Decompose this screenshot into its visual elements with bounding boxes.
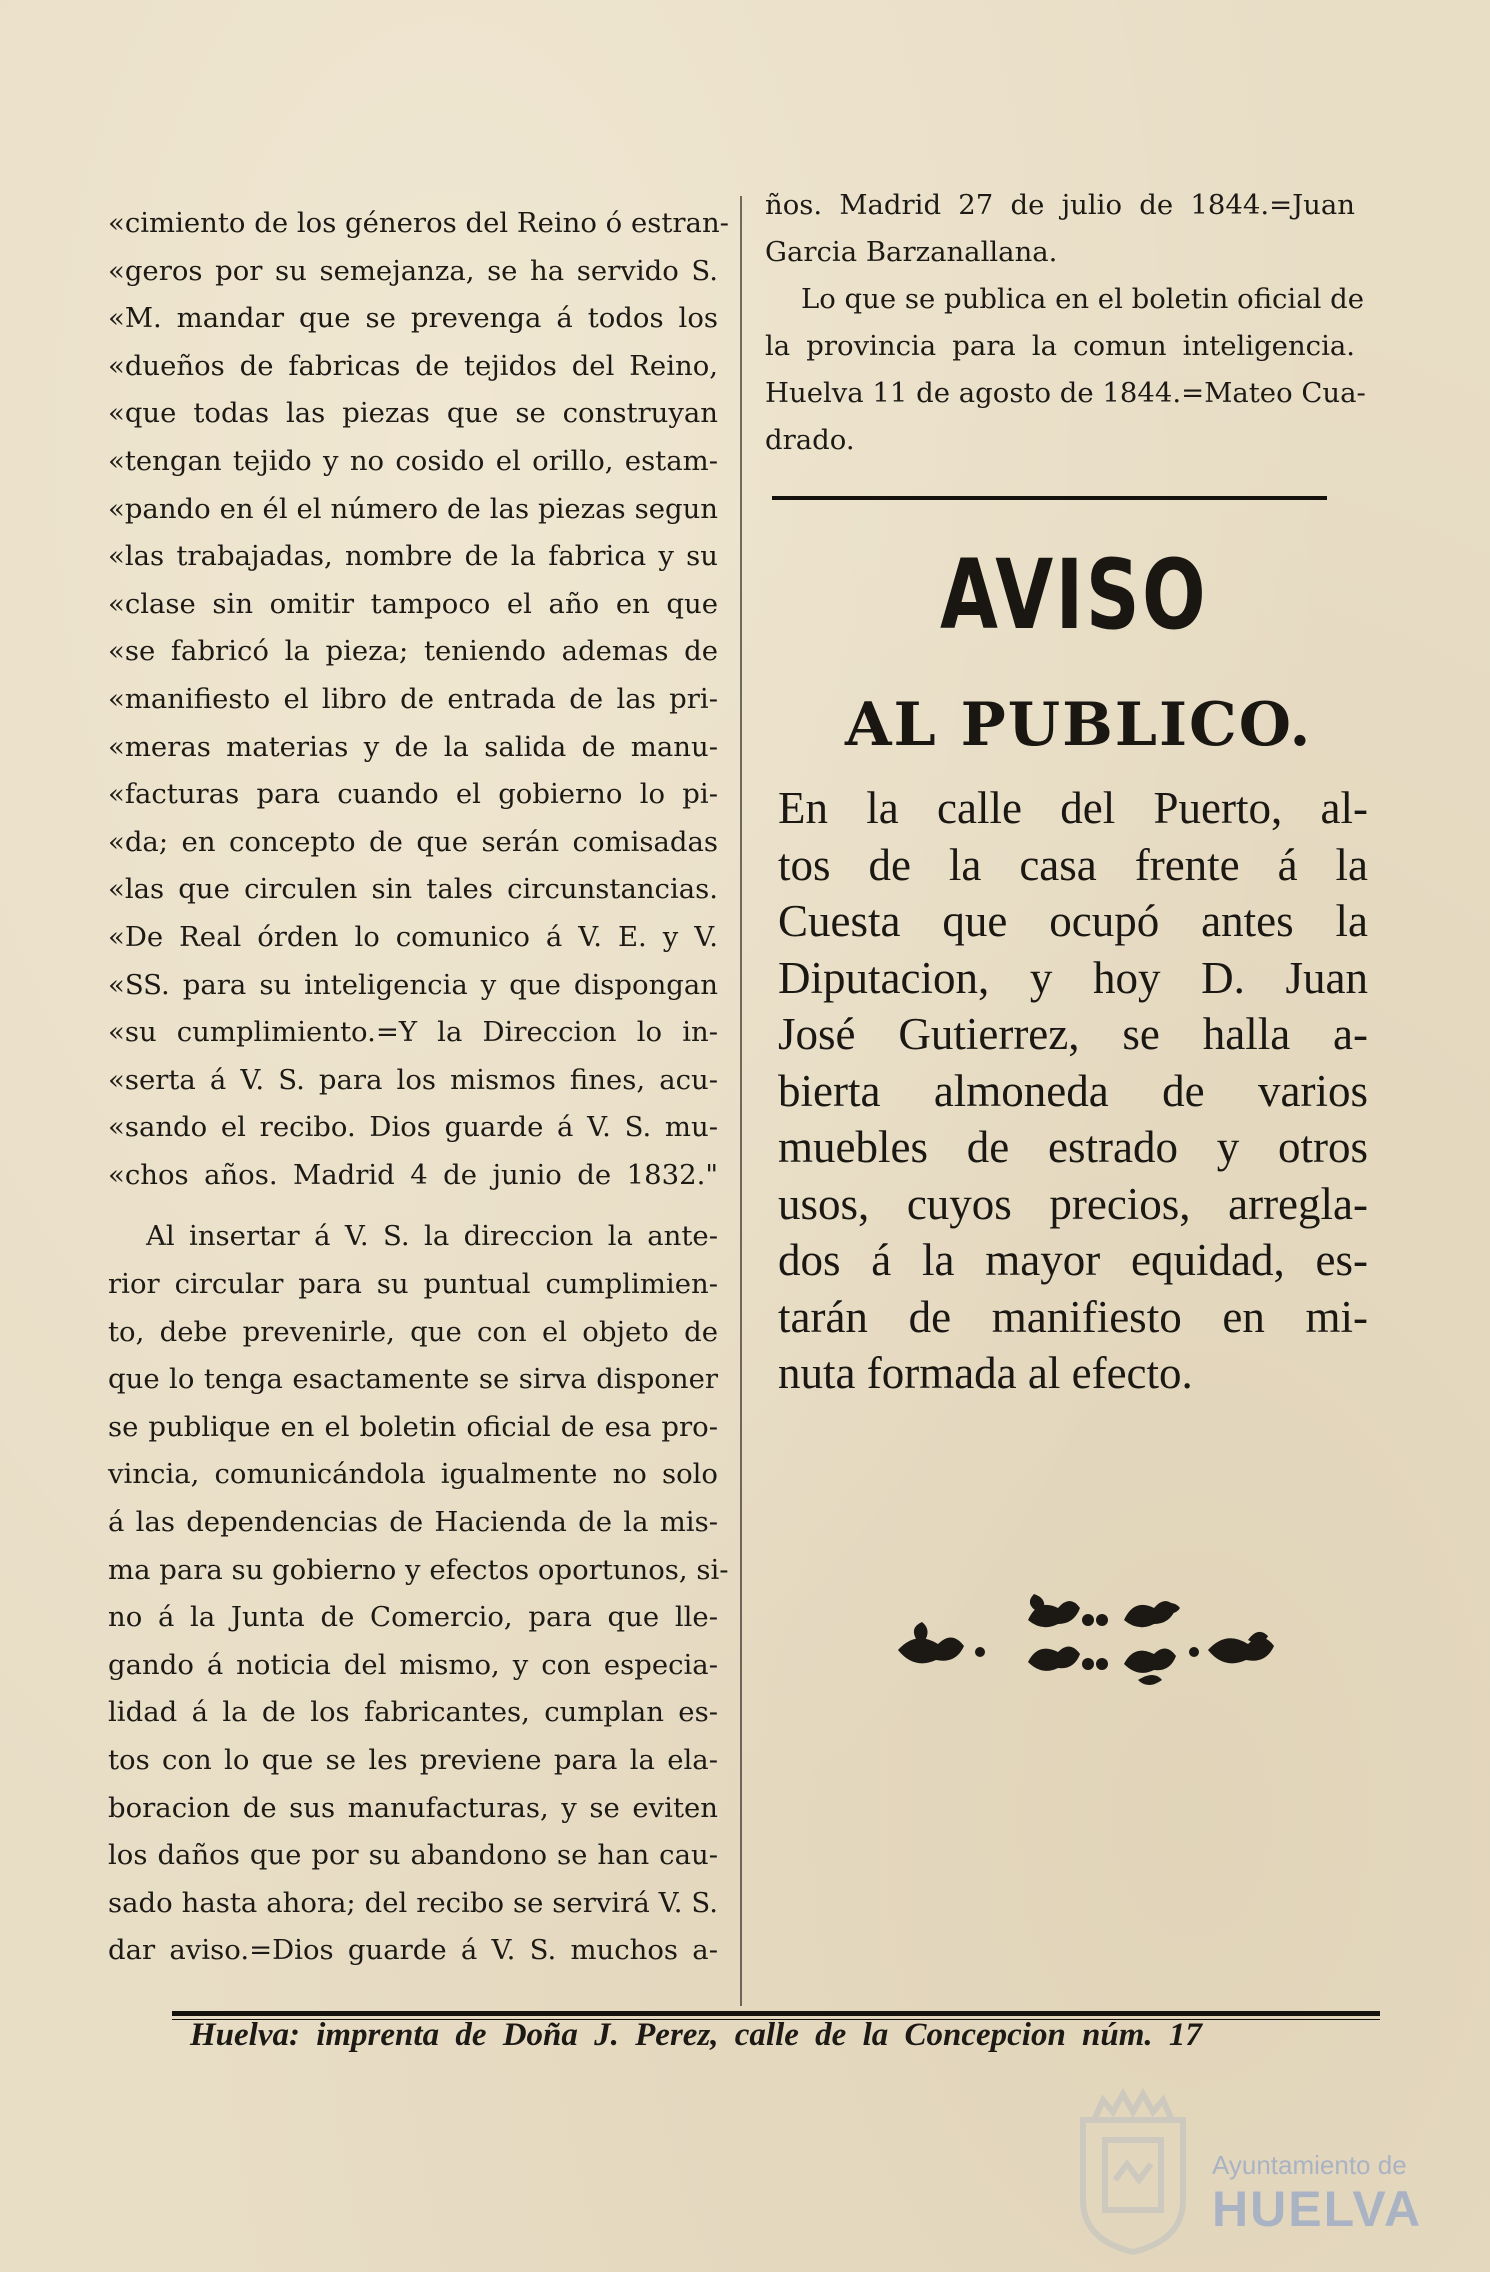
text-line: «su cumplimiento.=Y la Direccion lo in-	[108, 1016, 718, 1049]
text-line: «tengan tejido y no cosido el orillo, estam-	[108, 444, 718, 477]
text-line: la provincia para la comun inteligencia.	[765, 330, 1355, 362]
text-line: «las que circulen sin tales circunstancias.	[108, 873, 718, 906]
notice-line: nuta formada al efecto.	[778, 1348, 1193, 1398]
notice-subtitle: AL PUBLICO.	[845, 690, 1313, 760]
text-line: ma para su gobierno y efectos oportunos, si-	[108, 1553, 729, 1586]
text-line: «manifiesto el libro de entrada de las pri-	[108, 682, 718, 715]
text-line: Garcia Barzanallana.	[765, 236, 1058, 268]
text-line: dar aviso.=Dios guarde á V. S. muchos a-	[108, 1934, 718, 1967]
text-line: rior circular para su puntual cumplimien-	[108, 1268, 718, 1301]
text-line: «cimiento de los géneros del Reino ó estran-	[108, 207, 729, 239]
text-line: «M. mandar que se prevenga á todos los	[108, 302, 718, 335]
left-column	[108, 200, 729, 1975]
text-line: «clase sin omitir tampoco el año en que	[108, 587, 718, 620]
notice-line: dos á la mayor equidad, es-	[778, 1235, 1368, 1285]
text-line: boracion de sus manufacturas, y se eviten	[108, 1791, 718, 1824]
imprint-line: Huelva: imprenta de Doña J. Perez, calle de la Concepcion núm. 17	[190, 2017, 1202, 2053]
notice-line: usos, cuyos precios, arregla-	[778, 1178, 1368, 1229]
text-line: Lo que se publica en el boletin oficial de	[801, 283, 1365, 315]
text-line: «pando en él el número de las piezas segun	[108, 492, 718, 525]
text-line: «dueños de fabricas de tejidos del Reino,	[108, 349, 718, 382]
insertion-text-paragraph	[108, 1213, 729, 1975]
column-divider	[740, 196, 742, 2006]
ornament-fleuron-icon	[888, 1590, 1288, 1700]
text-line: ños. Madrid 27 de julio de 1844.=Juan	[765, 189, 1355, 221]
text-line: que lo tenga esactamente se sirva disponer	[108, 1363, 718, 1396]
text-line: tos con lo que se les previene para la ela-	[108, 1744, 718, 1776]
text-line: «geros por su semejanza, se ha servido S.	[108, 254, 718, 287]
notice-title: AVISO	[940, 539, 1208, 651]
watermark-city: HUELVA	[1212, 2181, 1423, 2237]
text-line: Al insertar á V. S. la direccion la ante-	[146, 1220, 718, 1253]
text-line: «que todas las piezas que se construyan	[108, 397, 718, 430]
text-line: Huelva 11 de agosto de 1844.=Mateo Cua-	[765, 377, 1366, 409]
publication-notice	[765, 276, 1366, 464]
text-line: «SS. para su inteligencia y que dispongan	[108, 968, 718, 1001]
notice-line: tarán de manifiesto en mi-	[778, 1291, 1368, 1342]
text-line: «meras materias y de la salida de manu-	[108, 730, 718, 763]
watermark-label: Ayuntamiento de	[1212, 2150, 1407, 2180]
text-line: sado hasta ahora; del recibo se servirá V. S.	[108, 1886, 718, 1919]
text-line: to, debe prevenirle, que con el objeto de	[108, 1315, 718, 1348]
notice-line: José Gutierrez, se halla a-	[778, 1009, 1368, 1059]
notice-line: Cuesta que ocupó antes la	[778, 896, 1368, 946]
text-line: «da; en concepto de que serán comisadas	[108, 825, 718, 858]
notice-line: muebles de estrado y otros	[778, 1122, 1368, 1172]
text-line: lidad á la de los fabricantes, cumplan es-	[108, 1696, 718, 1729]
text-line: «sando el recibo. Dios guarde á V. S. mu-	[108, 1111, 718, 1144]
text-line: «De Real órden lo comunico á V. E. y V.	[108, 920, 718, 953]
text-line: drado.	[765, 424, 855, 456]
notice-line: tos de la casa frente á la	[778, 839, 1368, 890]
text-line: «facturas para cuando el gobierno lo pi-	[108, 778, 718, 811]
notice-body	[778, 780, 1368, 1402]
right-column	[765, 182, 1366, 464]
notice-line: En la calle del Puerto, al-	[778, 783, 1368, 833]
text-line: «serta á V. S. para los mismos fines, acu-	[108, 1063, 718, 1096]
notice-line: Diputacion, y hoy D. Juan	[778, 952, 1368, 1003]
text-line: los daños que por su abandono se han cau-	[108, 1839, 718, 1872]
text-line: «las trabajadas, nombre de la fabrica y su	[108, 540, 718, 573]
circular-text-paragraph	[108, 200, 729, 1199]
text-line: no á la Junta de Comercio, para que lle-	[108, 1601, 718, 1634]
text-line: vincia, comunicándola igualmente no solo	[108, 1458, 718, 1491]
circular-closing-text	[765, 182, 1355, 276]
text-line: «chos años. Madrid 4 de junio de 1832."	[108, 1158, 718, 1191]
text-line: gando á noticia del mismo, y con especia-	[108, 1648, 718, 1681]
text-line: «se fabricó la pieza; teniendo ademas de	[108, 635, 718, 668]
text-line: á las dependencias de Hacienda de la mis-	[108, 1506, 718, 1539]
text-line: se publique en el boletin oficial de esa pro-	[108, 1410, 718, 1443]
notice-line: bierta almoneda de varios	[778, 1065, 1368, 1116]
section-rule	[772, 496, 1327, 500]
